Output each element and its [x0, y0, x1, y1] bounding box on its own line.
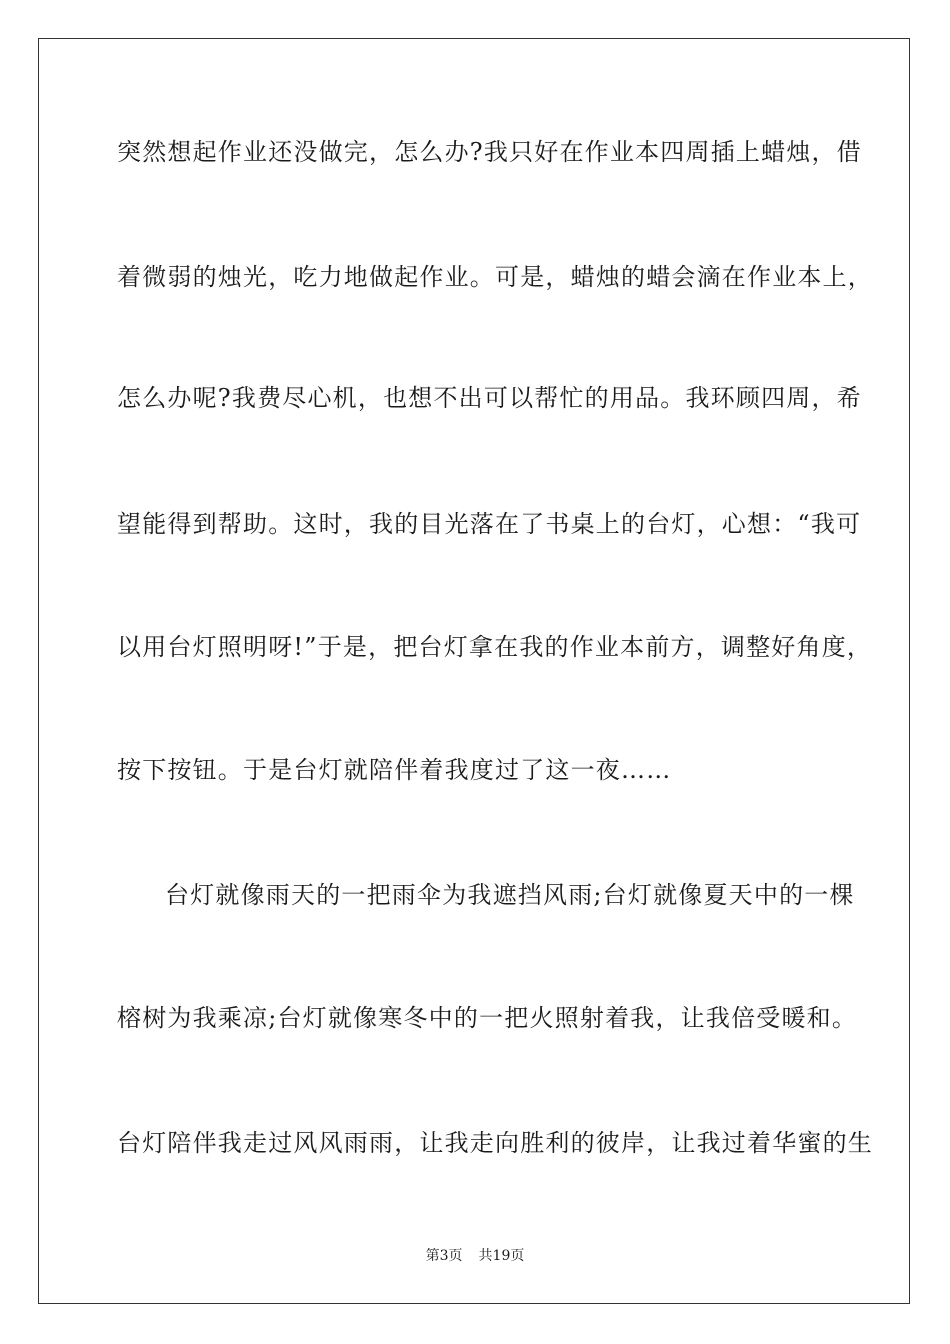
text-line: 榕树为我乘凉;台灯就像寒冬中的一把火照射着我，让我倍受暖和。	[117, 1004, 858, 1032]
text-line: 望能得到帮助。这时，我的目光落在了书桌上的台灯，心想：“我可	[117, 510, 862, 538]
page-number: 第3页	[425, 1248, 463, 1264]
text-line: 台灯陪伴我走过风风雨雨，让我走向胜利的彼岸，让我过着华蜜的生	[117, 1129, 873, 1157]
text-line: 怎么办呢?我费尽心机，也想不出可以帮忙的用品。我环顾四周，希	[117, 384, 862, 412]
text-line: 突然想起作业还没做完，怎么办?我只好在作业本四周插上蜡烛，借	[117, 138, 862, 166]
page-footer	[0, 1246, 950, 1266]
paragraph-first-line: 台灯就像雨天的一把雨伞为我遮挡风雨;台灯就像夏天中的一棵	[165, 881, 855, 909]
text-line: 着微弱的烛光，吃力地做起作业。可是，蜡烛的蜡会滴在作业本上，	[117, 263, 873, 291]
total-pages: 共19页	[478, 1248, 525, 1264]
text-line: 以用台灯照明呀!”于是，把台灯拿在我的作业本前方，调整好角度，	[117, 633, 873, 661]
page-border	[38, 38, 910, 1304]
text-line: 按下按钮。于是台灯就陪伴着我度过了这一夜……	[117, 756, 672, 784]
